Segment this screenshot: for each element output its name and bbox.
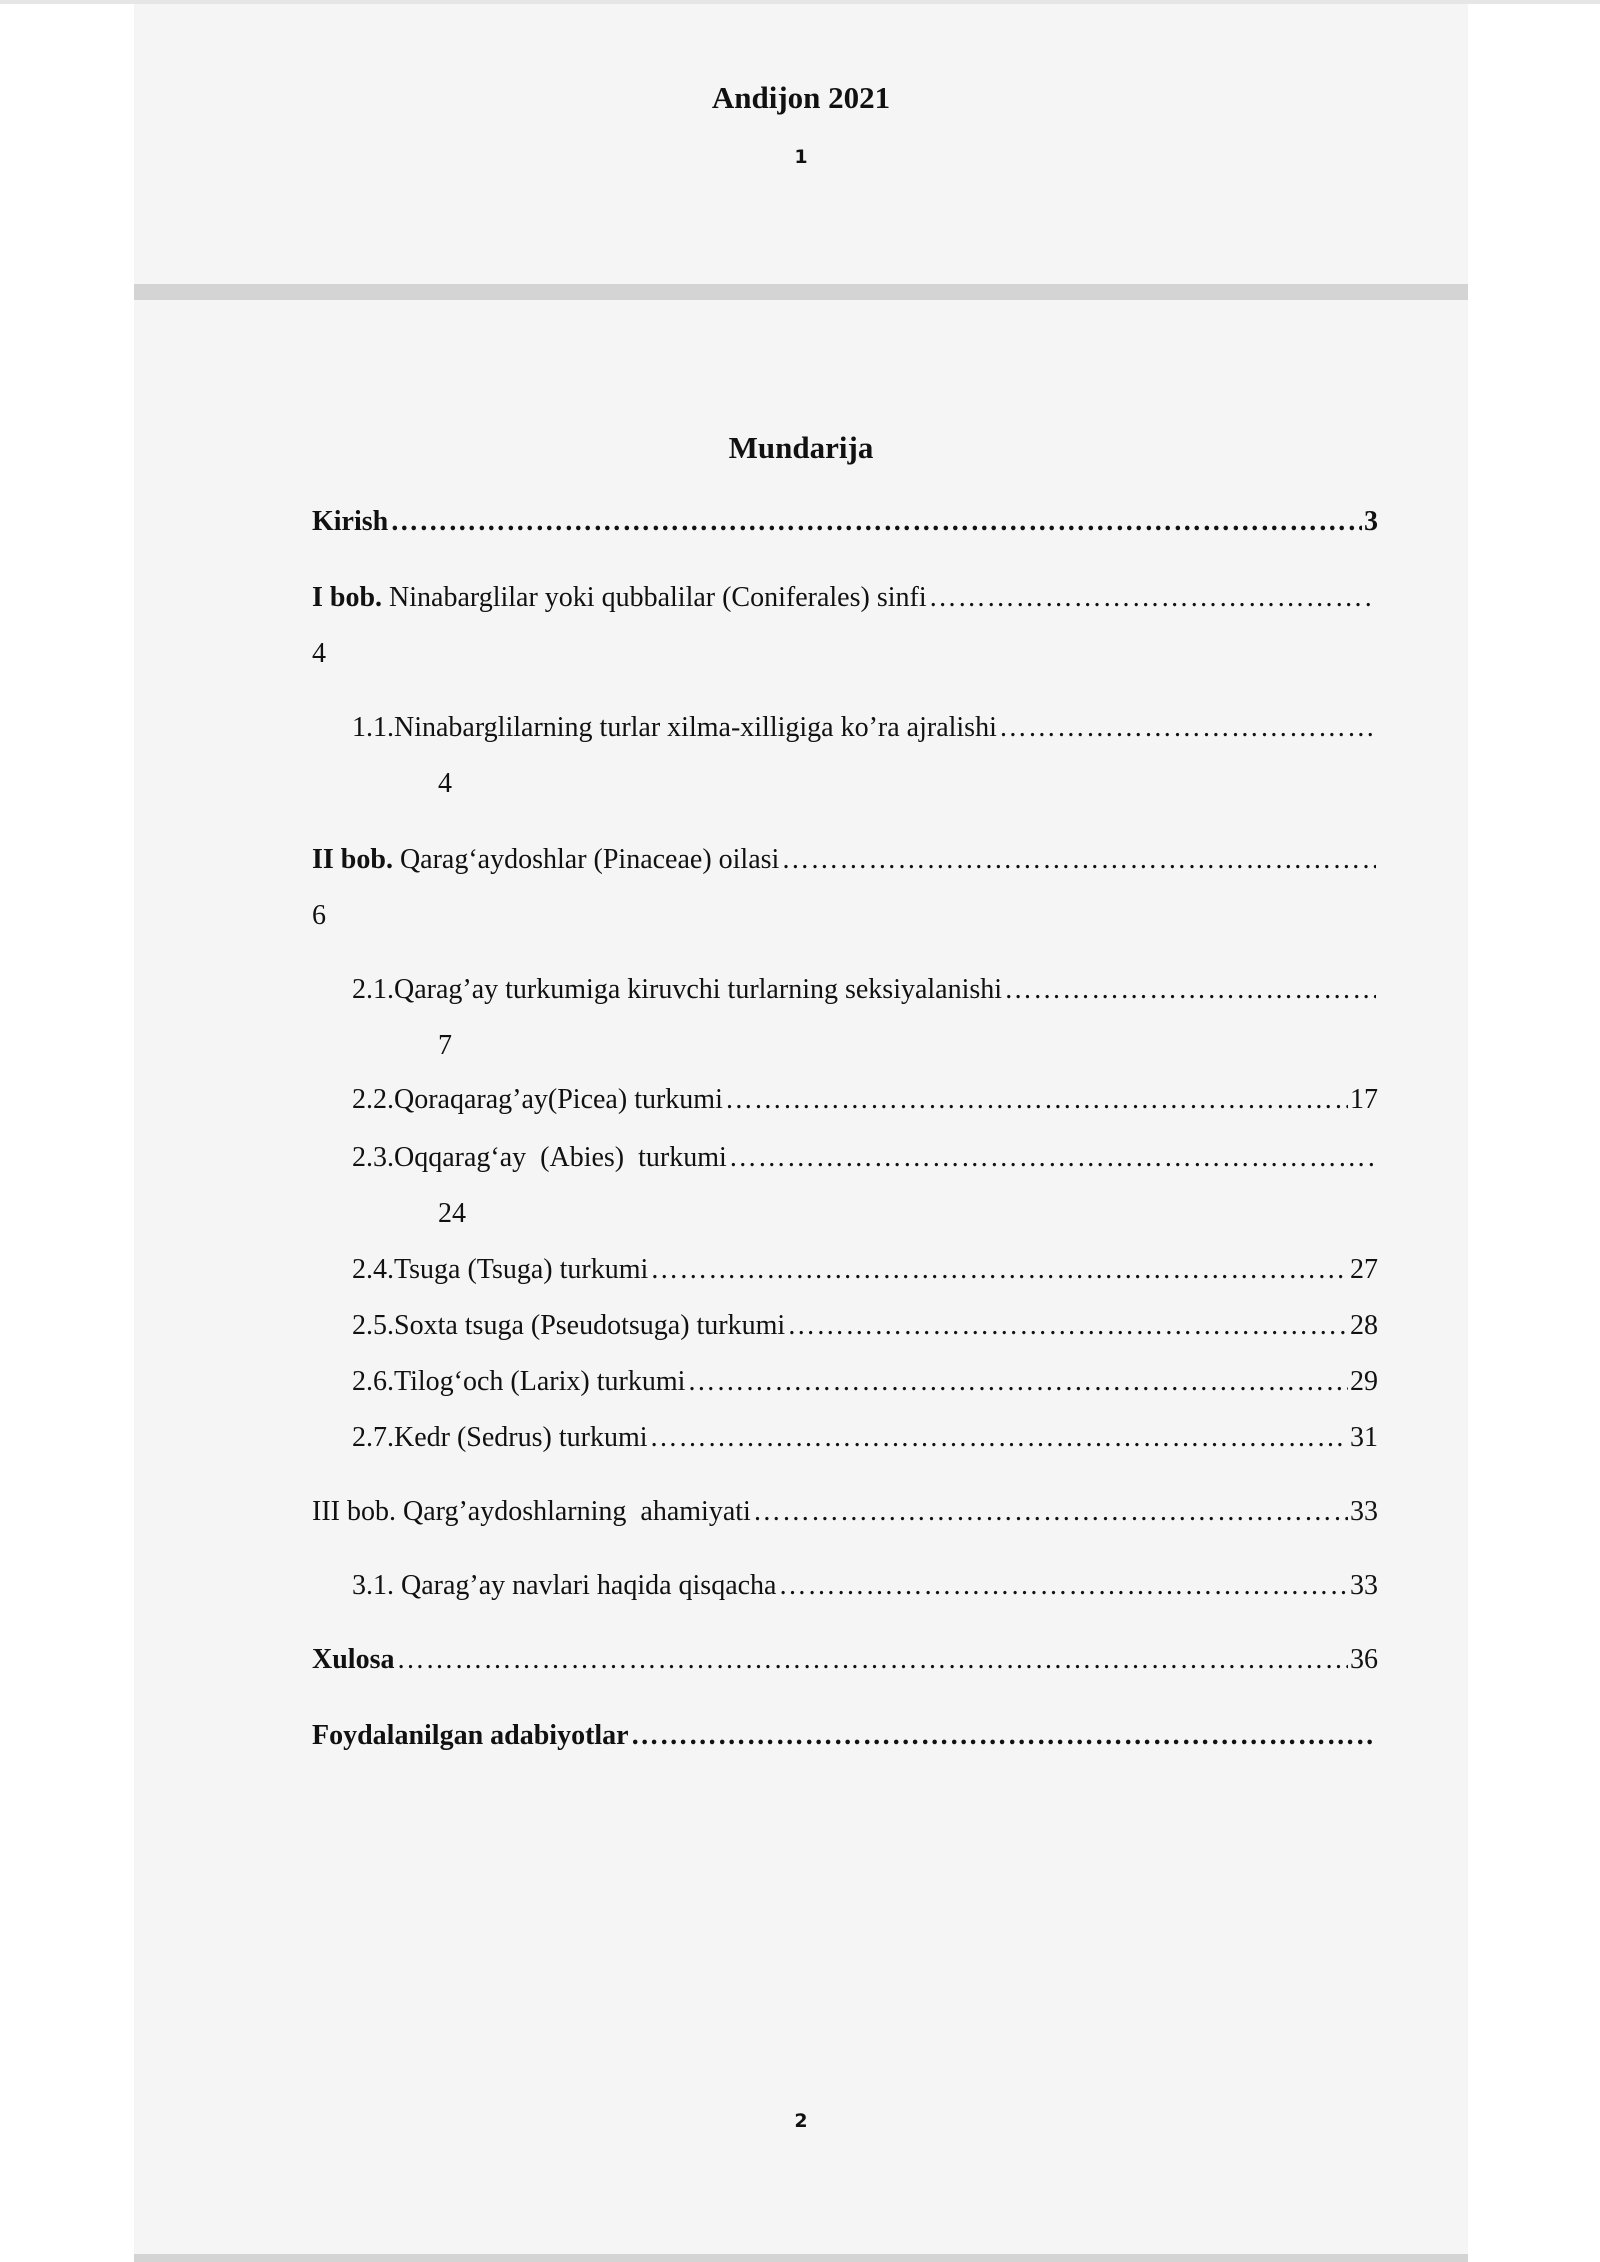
toc-entry-1-1[interactable]	[352, 710, 1378, 802]
toc-page: 28	[1350, 1310, 1378, 1341]
toc-label: Kedr (Sedrus) turkumi	[394, 1422, 648, 1453]
toc-entry-2-2[interactable]	[352, 1082, 1378, 1118]
toc-entry-xulosa[interactable]	[312, 1642, 1378, 1678]
toc-page: 29	[1350, 1366, 1378, 1397]
toc-label: Qarag‘aydoshlar (Pinaceae) oilasi	[399, 844, 780, 875]
toc-number: 2.3.	[352, 1142, 394, 1173]
toc-label: III bob. Qarg’aydoshlarning ahamiyati	[312, 1496, 751, 1527]
toc-entry-2-4[interactable]	[352, 1252, 1378, 1288]
toc-entry-2-6[interactable]	[352, 1364, 1378, 1400]
toc-leader	[631, 1718, 1376, 1754]
toc-entry-2-5[interactable]	[352, 1308, 1378, 1344]
toc-leader	[725, 1082, 1348, 1118]
toc-leader	[929, 580, 1376, 616]
toc-leader	[650, 1420, 1348, 1456]
toc-page: 33	[1350, 1496, 1378, 1527]
toc-page: 24	[438, 1198, 466, 1229]
toc-label: Qarag’ay turkumiga kiruvchi turlarning seksiyalanishi	[394, 974, 1003, 1005]
toc-label: Qoraqarag’ay(Picea) turkumi	[394, 1084, 723, 1115]
page-1-bottom	[134, 4, 1468, 284]
toc-leader	[753, 1494, 1348, 1530]
toc-page: 33	[1350, 1570, 1378, 1601]
toc-entry-chapter-1[interactable]	[312, 580, 1378, 672]
toc-leader	[729, 1140, 1376, 1176]
toc-page: 31	[1350, 1422, 1378, 1453]
toc-title: Mundarija	[728, 430, 874, 465]
toc-number: 2.7.	[352, 1422, 394, 1453]
toc-page: 6	[312, 900, 326, 931]
toc-leader	[778, 1568, 1348, 1604]
toc-entry-references[interactable]	[312, 1718, 1378, 1754]
city-year: Andijon 2021	[711, 80, 891, 115]
toc-page: 36	[1350, 1644, 1378, 1675]
toc-leader	[687, 1364, 1348, 1400]
toc-leader	[390, 504, 1362, 540]
toc-leader	[781, 842, 1376, 878]
toc-entry-3-1[interactable]	[352, 1568, 1378, 1604]
toc-page: 17	[1350, 1084, 1378, 1115]
toc-page: 27	[1350, 1254, 1378, 1285]
toc-label: Tilog‘och (Larix) turkumi	[394, 1366, 686, 1397]
toc-leader	[650, 1252, 1348, 1288]
toc-entry-2-1[interactable]	[352, 972, 1378, 1064]
toc-leader	[1004, 972, 1376, 1008]
toc-page: 3	[1364, 506, 1378, 537]
page-separator	[134, 284, 1468, 300]
toc-number: 2.2.	[352, 1084, 394, 1115]
page-separator-bottom	[134, 2254, 1468, 2262]
toc-prefix: II bob.	[312, 844, 393, 875]
toc-label: Ninabarglilarning turlar xilma-xilligiga ko’ra ajralishi	[394, 712, 997, 743]
toc-label: 3.1. Qarag’ay navlari haqida qisqacha	[352, 1570, 777, 1601]
toc-entry-kirish[interactable]	[312, 504, 1378, 540]
page-number-1: 1	[794, 146, 808, 168]
toc-label: Xulosa	[312, 1644, 395, 1675]
toc-label: Foydalanilgan adabiyotlar	[312, 1720, 629, 1751]
toc-leader	[787, 1308, 1348, 1344]
toc-label: Soxta tsuga (Pseudotsuga) turkumi	[394, 1310, 786, 1341]
toc-entry-2-7[interactable]	[352, 1420, 1378, 1456]
toc-number: 1.1.	[352, 712, 394, 743]
page-2	[134, 300, 1468, 2254]
toc-entry-chapter-2[interactable]	[312, 842, 1378, 934]
toc-label: Oqqarag‘ay (Abies) turkumi	[394, 1142, 727, 1173]
toc-entry-chapter-3[interactable]	[312, 1494, 1378, 1530]
toc-page: 7	[438, 1030, 452, 1061]
toc-label: Ninabarglilar yoki qubbalilar (Coniferales) sinfi	[389, 582, 927, 613]
toc-number: 2.1.	[352, 974, 394, 1005]
toc-leader	[999, 710, 1376, 746]
toc-page: 4	[312, 638, 326, 669]
toc-number: 2.6.	[352, 1366, 394, 1397]
toc-label: Tsuga (Tsuga) turkumi	[394, 1254, 649, 1285]
toc-number: 2.4.	[352, 1254, 394, 1285]
toc-prefix: I bob.	[312, 582, 383, 613]
toc-number: 2.5.	[352, 1310, 394, 1341]
toc-entry-2-3[interactable]	[352, 1140, 1378, 1232]
page-number-2: 2	[794, 2110, 808, 2132]
toc-leader	[396, 1642, 1348, 1678]
toc-label: Kirish	[312, 506, 389, 537]
toc-page: 4	[438, 768, 452, 799]
